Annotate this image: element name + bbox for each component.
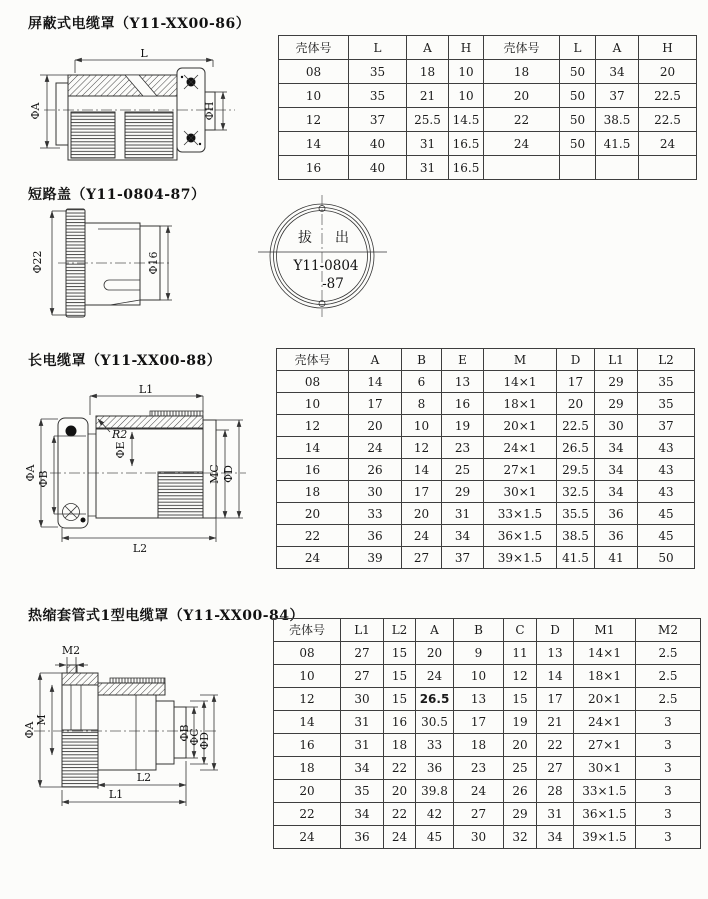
table-cell: 39.8	[416, 780, 454, 803]
table-cell: 27	[454, 803, 504, 826]
dim-label-L: L	[140, 47, 148, 60]
table-cell: 37	[596, 84, 639, 108]
table-cell: 40	[349, 156, 407, 180]
table-cell: 27×1	[484, 459, 557, 481]
dim-label-phiC: ΦC	[188, 728, 201, 746]
column-header: L	[349, 36, 407, 60]
column-header: 壳体号	[274, 619, 341, 642]
table-cell: 16	[279, 156, 349, 180]
short-cap-drawing	[30, 196, 180, 326]
table-cell: 22.5	[639, 84, 697, 108]
column-header: L1	[595, 349, 638, 371]
table-cell: 50	[560, 84, 596, 108]
screw-icon	[184, 131, 201, 145]
table-cell: 20	[639, 60, 697, 84]
dim-label-L2: L2	[136, 771, 152, 784]
table-cell: 35	[349, 60, 407, 84]
table-cell	[560, 156, 596, 180]
table-cell: 40	[349, 132, 407, 156]
table-cell: 37	[349, 108, 407, 132]
table-cell: 36	[349, 525, 402, 547]
table-cell: 8	[402, 393, 442, 415]
table-cell: 15	[384, 642, 416, 665]
table-cell: 29	[595, 393, 638, 415]
table-row	[279, 156, 697, 180]
table-cell: 22.5	[557, 415, 595, 437]
table-cell: 20	[384, 780, 416, 803]
table-cell: 6	[402, 371, 442, 393]
table-cell: 27×1	[574, 734, 636, 757]
table-cell: 17	[454, 711, 504, 734]
table-cell: 34	[537, 826, 574, 849]
table-cell: 45	[416, 826, 454, 849]
table-cell: 31	[407, 132, 449, 156]
table-cell: 25	[504, 757, 537, 780]
table-cell: 26.5	[557, 437, 595, 459]
screw-icon	[63, 504, 80, 521]
shielded-cover-table	[278, 35, 697, 180]
table-row	[277, 547, 695, 569]
table-cell: 11	[504, 642, 537, 665]
table-cell: 13	[454, 688, 504, 711]
section-title-short-cap: 短路盖（Y11-0804-87）	[28, 187, 206, 203]
table-cell: 17	[537, 688, 574, 711]
table-cell: 38.5	[596, 108, 639, 132]
table-cell	[639, 156, 697, 180]
table-cell: 18	[384, 734, 416, 757]
section-title-heat-shrink: 热缩套管式1型电缆罩（Y11-XX00-84）	[28, 608, 305, 624]
column-header: D	[537, 619, 574, 642]
table-cell: 15	[504, 688, 537, 711]
pull-out-text-left: 拔	[298, 230, 312, 246]
table-cell: 34	[595, 459, 638, 481]
column-header: 壳体号	[277, 349, 349, 371]
table-cell: 19	[442, 415, 484, 437]
table-cell: 16	[384, 711, 416, 734]
guide-pin	[66, 426, 77, 437]
table-cell: 33	[349, 503, 402, 525]
dim-label-phiB: ΦB	[178, 724, 191, 742]
table-cell: 36	[341, 826, 384, 849]
table-cell: 14	[402, 459, 442, 481]
table-cell: 29	[442, 481, 484, 503]
table-cell: 16	[442, 393, 484, 415]
table-cell: 13	[537, 642, 574, 665]
table-cell: 35	[638, 371, 695, 393]
table-cell: 16.5	[449, 132, 484, 156]
table-cell: 34	[442, 525, 484, 547]
table-cell: 29	[595, 371, 638, 393]
table-cell: 41	[595, 547, 638, 569]
table-cell: 14	[537, 665, 574, 688]
table-cell: 16	[277, 459, 349, 481]
table-cell: 36	[595, 503, 638, 525]
model-text-line1: Y11-0804	[293, 258, 359, 274]
table-cell: 34	[341, 757, 384, 780]
table-cell: 35	[638, 393, 695, 415]
table-cell: 39×1.5	[574, 826, 636, 849]
column-header: M1	[574, 619, 636, 642]
table-cell: 22	[537, 734, 574, 757]
table-cell: 42	[416, 803, 454, 826]
table-cell: 32.5	[557, 481, 595, 503]
table-cell: 23	[454, 757, 504, 780]
table-cell: 3	[636, 757, 701, 780]
shielded-cover-drawing	[30, 48, 275, 173]
table-cell: 14	[277, 437, 349, 459]
table-cell: 10	[274, 665, 341, 688]
table-row	[274, 642, 701, 665]
dim-label-phi22: Φ22	[31, 250, 44, 274]
table-cell: 41.5	[557, 547, 595, 569]
table-cell: 34	[341, 803, 384, 826]
table-cell: 30×1	[574, 757, 636, 780]
table-cell: 24	[639, 132, 697, 156]
table-cell: 45	[638, 503, 695, 525]
section-title-shielded: 屏蔽式电缆罩（Y11-XX00-86）	[28, 16, 251, 32]
table-cell: 30	[595, 415, 638, 437]
table-row	[277, 371, 695, 393]
column-header: H	[449, 36, 484, 60]
column-header: L2	[638, 349, 695, 371]
table-cell: 30	[454, 826, 504, 849]
table-row	[274, 780, 701, 803]
table-cell: 13	[442, 371, 484, 393]
table-cell: 10	[277, 393, 349, 415]
table-row	[274, 734, 701, 757]
table-cell: 34	[595, 437, 638, 459]
header-row	[279, 36, 697, 60]
table-cell: 24	[274, 826, 341, 849]
table-cell: 20	[274, 780, 341, 803]
column-header: L2	[384, 619, 416, 642]
column-header: 壳体号	[279, 36, 349, 60]
column-header: A	[596, 36, 639, 60]
table-cell: 10	[449, 84, 484, 108]
table-row	[279, 108, 697, 132]
table-cell: 31	[407, 156, 449, 180]
table-cell: 12	[277, 415, 349, 437]
table-cell: 25	[442, 459, 484, 481]
table-cell: 50	[560, 108, 596, 132]
table-cell: 20×1	[574, 688, 636, 711]
column-header: B	[454, 619, 504, 642]
table-cell: 16.5	[449, 156, 484, 180]
table-cell: 22	[277, 525, 349, 547]
table-cell: 30	[349, 481, 402, 503]
table-cell: 39×1.5	[484, 547, 557, 569]
dim-label-phi16: Φ16	[147, 251, 160, 275]
dim-label-phiH: ΦH	[203, 101, 216, 121]
table-cell: 9	[454, 642, 504, 665]
column-header: L1	[341, 619, 384, 642]
table-cell: 17	[349, 393, 402, 415]
table-cell: 18×1	[574, 665, 636, 688]
table-cell: 50	[560, 60, 596, 84]
table-cell: 33×1.5	[574, 780, 636, 803]
table-cell: 22	[484, 108, 560, 132]
header-row	[274, 619, 701, 642]
table-cell: 14.5	[449, 108, 484, 132]
column-header: M	[484, 349, 557, 371]
dim-label-R2: R2	[112, 428, 128, 441]
table-cell: 50	[560, 132, 596, 156]
table-cell: 2.5	[636, 665, 701, 688]
table-cell: 19	[504, 711, 537, 734]
section-title-long-cover: 长电缆罩（Y11-XX00-88）	[28, 353, 222, 369]
table-cell: 15	[384, 688, 416, 711]
table-cell: 08	[279, 60, 349, 84]
plug-face-view	[258, 192, 388, 320]
column-header: 壳体号	[484, 36, 560, 60]
table-cell: 14	[279, 132, 349, 156]
table-cell: 3	[636, 711, 701, 734]
table-cell: 27	[341, 665, 384, 688]
table-row	[277, 503, 695, 525]
table-cell: 14	[274, 711, 341, 734]
table-cell: 20×1	[484, 415, 557, 437]
heat-shrink-table	[273, 618, 701, 849]
table-row	[279, 132, 697, 156]
table-cell: 24×1	[484, 437, 557, 459]
table-cell: 37	[442, 547, 484, 569]
table-cell: 28	[537, 780, 574, 803]
table-cell: 20	[349, 415, 402, 437]
table-cell: 31	[442, 503, 484, 525]
table-cell: 36	[595, 525, 638, 547]
table-row	[277, 393, 695, 415]
table-cell: 10	[279, 84, 349, 108]
table-cell: 24	[384, 826, 416, 849]
column-header: L	[560, 36, 596, 60]
dim-label-M: M	[35, 714, 48, 726]
column-header: B	[402, 349, 442, 371]
table-row	[274, 711, 701, 734]
column-header: D	[557, 349, 595, 371]
table-row	[277, 481, 695, 503]
dim-label-L1: L1	[108, 788, 124, 801]
table-cell: 27	[402, 547, 442, 569]
column-header: H	[639, 36, 697, 60]
table-cell: 24	[454, 780, 504, 803]
table-cell: 25.5	[407, 108, 449, 132]
table-cell: 29	[504, 803, 537, 826]
table-cell: 36×1.5	[484, 525, 557, 547]
table-cell: 10	[402, 415, 442, 437]
table-cell: 22	[384, 757, 416, 780]
table-cell: 26	[349, 459, 402, 481]
table-row	[277, 415, 695, 437]
table-cell: 23	[442, 437, 484, 459]
table-cell: 22.5	[639, 108, 697, 132]
table-cell: 12	[279, 108, 349, 132]
dim-label-L2: L2	[132, 542, 148, 555]
column-header: C	[504, 619, 537, 642]
table-cell: 12	[274, 688, 341, 711]
table-cell: 43	[638, 481, 695, 503]
table-cell: 43	[638, 437, 695, 459]
table-cell: 38.5	[557, 525, 595, 547]
table-cell: 22	[384, 803, 416, 826]
long-cover-table	[276, 348, 695, 569]
table-cell: 35.5	[557, 503, 595, 525]
table-cell: 18×1	[484, 393, 557, 415]
table-cell: 45	[638, 525, 695, 547]
table-cell	[484, 156, 560, 180]
table-cell: 14×1	[574, 642, 636, 665]
table-cell: 2.5	[636, 642, 701, 665]
table-cell: 18	[484, 60, 560, 84]
table-cell: 26	[504, 780, 537, 803]
table-cell: 20	[416, 642, 454, 665]
table-row	[274, 665, 701, 688]
table-cell: 12	[504, 665, 537, 688]
table-cell: 17	[557, 371, 595, 393]
table-cell: 20	[277, 503, 349, 525]
table-row	[279, 84, 697, 108]
table-cell: 20	[402, 503, 442, 525]
table-cell: 17	[402, 481, 442, 503]
table-cell: 41.5	[596, 132, 639, 156]
table-cell: 31	[341, 734, 384, 757]
table-row	[274, 757, 701, 780]
table-cell: 15	[384, 665, 416, 688]
table-cell: 35	[349, 84, 407, 108]
table-cell: 30×1	[484, 481, 557, 503]
table-cell: 14	[349, 371, 402, 393]
screw-icon	[181, 75, 198, 89]
table-cell: 37	[638, 415, 695, 437]
table-cell: 30.5	[416, 711, 454, 734]
table-cell: 31	[537, 803, 574, 826]
table-cell: 36×1.5	[574, 803, 636, 826]
table-cell	[596, 156, 639, 180]
table-row	[274, 688, 701, 711]
heat-shrink-cover-drawing	[23, 644, 273, 850]
dim-label-phiD: ΦD	[198, 732, 211, 750]
table-row	[277, 437, 695, 459]
table-cell: 3	[636, 803, 701, 826]
table-cell: 32	[504, 826, 537, 849]
table-cell: 12	[402, 437, 442, 459]
table-cell: 24	[484, 132, 560, 156]
table-cell: 30	[341, 688, 384, 711]
table-cell: 21	[407, 84, 449, 108]
table-cell: 26.5	[416, 688, 454, 711]
table-cell: 22	[274, 803, 341, 826]
table-cell: 24	[349, 437, 402, 459]
table-cell: 24	[402, 525, 442, 547]
table-cell: 33	[416, 734, 454, 757]
pull-out-text-right: 出	[335, 230, 349, 246]
table-cell: 39	[349, 547, 402, 569]
long-cover-drawing	[24, 383, 275, 558]
dim-label-phiA: ΦA	[23, 721, 36, 739]
column-header: A	[407, 36, 449, 60]
table-cell: 3	[636, 780, 701, 803]
dim-label-phiE: ΦE	[114, 441, 127, 459]
table-cell: 20	[504, 734, 537, 757]
table-cell: 10	[454, 665, 504, 688]
table-row	[277, 459, 695, 481]
column-header: M2	[636, 619, 701, 642]
table-cell: 24	[277, 547, 349, 569]
table-row	[279, 60, 697, 84]
table-cell: 31	[341, 711, 384, 734]
table-cell: 16	[274, 734, 341, 757]
table-cell: 29.5	[557, 459, 595, 481]
table-cell: 35	[341, 780, 384, 803]
table-cell: 27	[341, 642, 384, 665]
dim-label-L1: L1	[138, 383, 154, 396]
table-cell: 34	[596, 60, 639, 84]
table-cell: 08	[277, 371, 349, 393]
table-cell: 18	[274, 757, 341, 780]
table-cell: 10	[449, 60, 484, 84]
table-cell: 3	[636, 826, 701, 849]
table-cell: 43	[638, 459, 695, 481]
table-cell: 08	[274, 642, 341, 665]
dim-label-phiB: ΦB	[37, 470, 50, 488]
table-cell: 14×1	[484, 371, 557, 393]
table-cell: 18	[277, 481, 349, 503]
column-header: E	[442, 349, 484, 371]
dim-label-MC: MC	[208, 464, 221, 484]
column-header: A	[416, 619, 454, 642]
table-cell: 18	[407, 60, 449, 84]
table-cell: 27	[537, 757, 574, 780]
table-cell: 21	[537, 711, 574, 734]
table-cell: 20	[484, 84, 560, 108]
table-row	[274, 826, 701, 849]
dim-label-phiA: ΦA	[29, 102, 42, 120]
table-cell: 2.5	[636, 688, 701, 711]
header-row	[277, 349, 695, 371]
table-cell: 18	[454, 734, 504, 757]
table-cell: 50	[638, 547, 695, 569]
table-cell: 33×1.5	[484, 503, 557, 525]
dim-label-phiD: ΦD	[222, 465, 235, 483]
column-header: A	[349, 349, 402, 371]
table-cell: 34	[595, 481, 638, 503]
model-text-line2: -87	[322, 276, 344, 292]
table-cell: 36	[416, 757, 454, 780]
table-row	[277, 525, 695, 547]
table-cell: 24	[416, 665, 454, 688]
table-row	[274, 803, 701, 826]
table-cell: 20	[557, 393, 595, 415]
table-cell: 3	[636, 734, 701, 757]
table-cell: 24×1	[574, 711, 636, 734]
dim-label-M2: M2	[61, 644, 81, 657]
dim-label-phiA: ΦA	[24, 464, 37, 482]
